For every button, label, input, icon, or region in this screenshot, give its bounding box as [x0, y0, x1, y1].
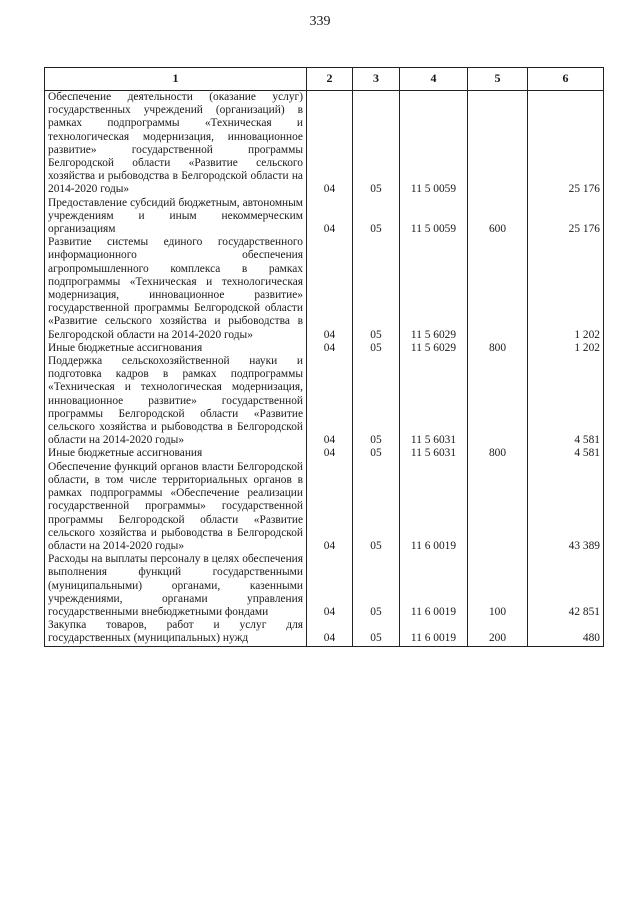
row-expense-type: 100: [468, 553, 528, 619]
row-target-article: 11 5 0059: [400, 91, 468, 197]
row-section-code: 04: [307, 619, 353, 646]
row-description: Поддержка сельскохозяйственной науки и подготовка кадров в рамках подпрограммы «Техническая и технологическая модернизация, инновационное развитие» государственной программы Белгородской области «Развитие сельского хозяйства и рыбоводства в Белгородской области на 2014-2020 годы»: [45, 355, 307, 447]
row-expense-type: [468, 461, 528, 553]
row-description: Обеспечение функций органов власти Белгородской области, в том числе территориальных органов в рамках подпрограммы «Обеспечение реализации государственной программы» государственной программы Белгородской области «Развитие сельского хозяйства и рыбоводства в Белгородской области на 2014-2020 годы»: [45, 461, 307, 553]
column-header-4: 4: [400, 68, 468, 91]
row-amount: 42 851: [528, 553, 604, 619]
table-row: [45, 342, 604, 355]
row-description: Иные бюджетные ассигнования: [45, 447, 307, 460]
row-subsection-code: 05: [353, 461, 400, 553]
row-amount: 25 176: [528, 197, 604, 237]
row-expense-type: 600: [468, 197, 528, 237]
row-amount: 43 389: [528, 461, 604, 553]
row-expense-type: 800: [468, 447, 528, 460]
table-row: [45, 91, 604, 197]
row-expense-type: [468, 355, 528, 447]
row-expense-type: [468, 236, 528, 342]
table-row: [45, 619, 604, 646]
table-row: [45, 461, 604, 553]
row-target-article: 11 6 0019: [400, 553, 468, 619]
row-subsection-code: 05: [353, 553, 400, 619]
table-row: [45, 197, 604, 237]
column-header-3: 3: [353, 68, 400, 91]
row-description: Закупка товаров, работ и услуг для государственных (муниципальных) нужд: [45, 619, 307, 646]
row-section-code: 04: [307, 553, 353, 619]
table-header-row: [45, 68, 604, 91]
row-amount: 480: [528, 619, 604, 646]
row-description: Развитие системы единого государственного информационного обеспечения агропромышленного комплекса в рамках подпрограммы «Техническая и технологическая модернизация, инновационное развитие» государственной программы Белгородской области «Развитие сельского хозяйства и рыбоводства в Белгородской области на 2014-2020 годы»: [45, 236, 307, 342]
row-section-code: 04: [307, 355, 353, 447]
row-amount: 1 202: [528, 236, 604, 342]
row-subsection-code: 05: [353, 342, 400, 355]
row-amount: 4 581: [528, 355, 604, 447]
row-expense-type: 200: [468, 619, 528, 646]
table-row: [45, 447, 604, 460]
row-subsection-code: 05: [353, 447, 400, 460]
row-expense-type: [468, 91, 528, 197]
row-section-code: 04: [307, 461, 353, 553]
row-description: Расходы на выплаты персоналу в целях обеспечения выполнения функций государственными (муниципальными) органами, казенными учреждениями, органами управления государственными внебюджетными фондами: [45, 553, 307, 619]
column-header-6: 6: [528, 68, 604, 91]
column-header-2: 2: [307, 68, 353, 91]
row-section-code: 04: [307, 447, 353, 460]
row-amount: 1 202: [528, 342, 604, 355]
row-subsection-code: 05: [353, 91, 400, 197]
row-description: Обеспечение деятельности (оказание услуг) государственных учреждений (организаций) в рамках подпрограммы «Техническая и технологическая модернизация, инновационное развитие» государственной программы Белгородской области «Развитие сельского хозяйства и рыбоводства в Белгородской области на 2014-2020 годы»: [45, 91, 307, 197]
row-target-article: 11 5 6031: [400, 447, 468, 460]
row-subsection-code: 05: [353, 197, 400, 237]
row-amount: 4 581: [528, 447, 604, 460]
row-amount: 25 176: [528, 91, 604, 197]
row-expense-type: 800: [468, 342, 528, 355]
row-section-code: 04: [307, 197, 353, 237]
row-subsection-code: 05: [353, 236, 400, 342]
row-target-article: 11 6 0019: [400, 619, 468, 646]
column-header-5: 5: [468, 68, 528, 91]
row-description: Предоставление субсидий бюджетным, автономным учреждениям и иным некоммерческим организациям: [45, 197, 307, 237]
budget-table: [44, 67, 604, 647]
row-section-code: 04: [307, 91, 353, 197]
row-target-article: 11 6 0019: [400, 461, 468, 553]
table-row: [45, 355, 604, 447]
table-row: [45, 236, 604, 342]
row-target-article: 11 5 6029: [400, 236, 468, 342]
row-section-code: 04: [307, 236, 353, 342]
row-target-article: 11 5 6029: [400, 342, 468, 355]
row-description: Иные бюджетные ассигнования: [45, 342, 307, 355]
row-subsection-code: 05: [353, 619, 400, 646]
column-header-1: 1: [45, 68, 307, 91]
page-number: 339: [309, 14, 331, 29]
row-target-article: 11 5 0059: [400, 197, 468, 237]
row-target-article: 11 5 6031: [400, 355, 468, 447]
row-section-code: 04: [307, 342, 353, 355]
row-subsection-code: 05: [353, 355, 400, 447]
table-row: [45, 553, 604, 619]
